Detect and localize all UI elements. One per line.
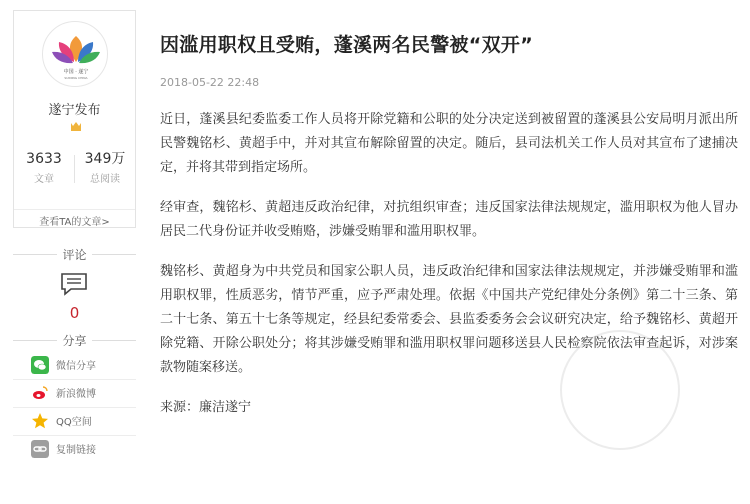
card-divider (14, 209, 135, 210)
share-wechat-label: 微信分享 (56, 361, 96, 372)
copy-link-label: 复制链接 (56, 445, 96, 456)
article-paragraph: 近日，蓬溪县纪委监委工作人员将开除党籍和公职的处分决定送到被留置的蓬溪县公安局明月派出所民警魏铭杉、黄超手中，并对其宣布解除留置的决定。随后，县司法机关工作人员对其宣布了逮捕决定，并将其带到指定场所。 (160, 112, 738, 175)
wechat-icon (31, 356, 49, 374)
weibo-icon (31, 384, 49, 402)
author-stats (14, 151, 135, 185)
logo-caption-en: SUINING CHINA (64, 76, 88, 80)
watermark-seal (560, 330, 680, 450)
share-heading-label: 分享 (62, 334, 87, 348)
reads-label: 总阅读 (90, 174, 120, 185)
share-weibo-label: 新浪微博 (56, 389, 96, 400)
author-sidebar (13, 10, 136, 463)
comments-heading-label: 评论 (62, 248, 87, 262)
copy-link-button[interactable] (13, 436, 136, 461)
share-qzone-label: QQ空间 (56, 417, 92, 428)
author-avatar[interactable] (42, 21, 108, 87)
articles-count: 3633 (26, 151, 62, 167)
author-name[interactable]: 遂宁发布 (48, 103, 101, 118)
suining-logo-icon (43, 22, 108, 87)
article-source: 来源：廉洁遂宁 (160, 400, 252, 415)
verified-badge-icon (69, 121, 83, 133)
share-weibo-button[interactable] (13, 380, 136, 405)
logo-caption-cn: 中国 · 遂宁 (63, 69, 89, 75)
reads-count: 349万 (84, 151, 126, 167)
article-title: 因滥用职权且受贿，蓬溪两名民警被“双开” (160, 34, 533, 56)
reads-stat (75, 151, 135, 185)
articles-label: 文章 (34, 174, 54, 185)
link-icon (31, 440, 49, 458)
comment-count: 0 (69, 304, 80, 322)
share-qzone-button[interactable] (13, 408, 136, 433)
share-heading (13, 332, 136, 348)
share-wechat-button[interactable] (13, 352, 136, 377)
author-card (13, 10, 136, 228)
share-list (13, 352, 136, 461)
comment-icon (60, 272, 88, 296)
comments-heading (13, 246, 136, 262)
view-articles-link[interactable]: 查看TA的文章> (39, 217, 110, 228)
articles-stat (14, 151, 74, 185)
comment-button[interactable] (13, 268, 136, 326)
article-paragraph: 魏铭杉、黄超身为中共党员和国家公职人员，违反政治纪律和国家法律法规规定，并涉嫌受贿罪和滥用职权罪，性质恶劣，情节严重，应予严肃处理。依据《中国共产党纪律处分条例》第二十三条、第二十七条、第五十七条等规定，经县纪委常委会、县监委委务会会议研究决定，给予魏铭杉、黄超开除党籍、开除公职处分；将其涉嫌受贿罪和滥用职权罪问题移送县人民检察院依法审查起诉，对涉案款物随案移送。 (160, 264, 738, 375)
article-date: 2018-05-22 22:48 (160, 76, 260, 89)
qzone-icon (31, 412, 49, 430)
article-paragraph: 经审查，魏铭杉、黄超违反政治纪律，对抗组织审查；违反国家法律法规规定，滥用职权为他人冒办居民二代身份证并收受贿赂，涉嫌受贿罪和滥用职权罪。 (160, 200, 738, 239)
